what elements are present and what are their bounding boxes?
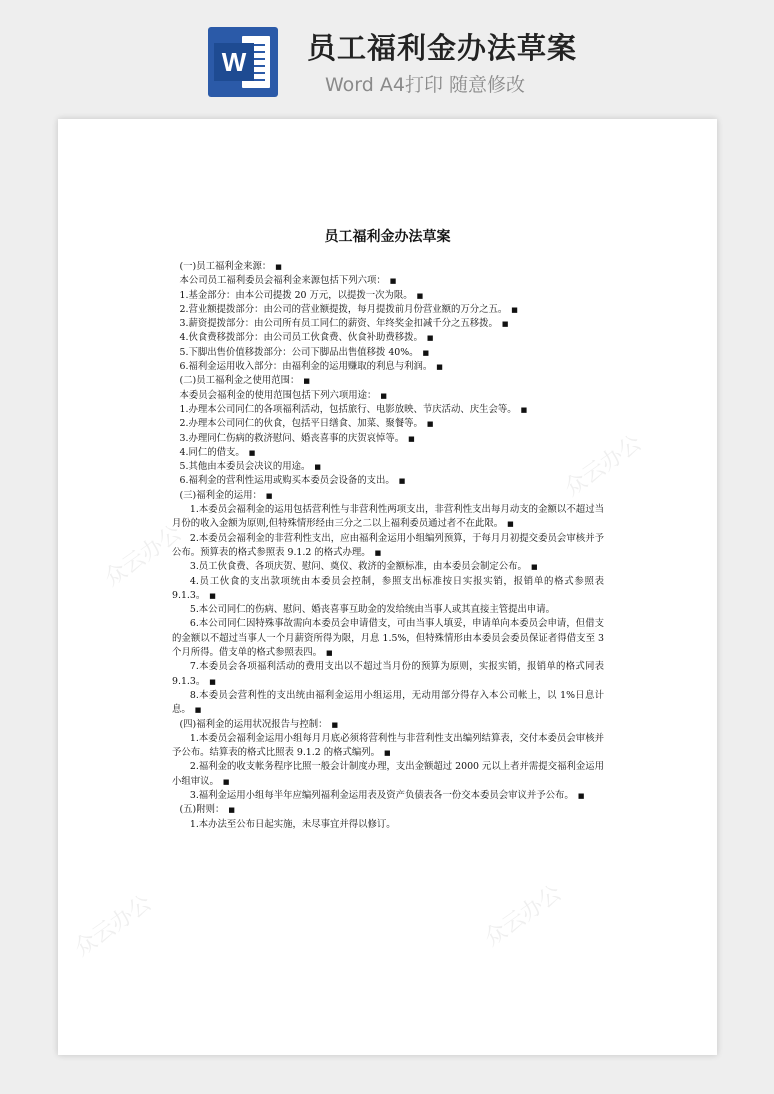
page-title: 员工福利金办法草案	[307, 31, 578, 65]
paragraph-text: 1.本办法至公布日起实施，未尽事宜并得以修订。	[189, 818, 396, 830]
document-page	[58, 119, 717, 1055]
paragraph	[172, 789, 604, 803]
paragraph	[172, 460, 604, 474]
paragraph-text: 6.福利金运用收入部分：由福利金的运用赚取的利息与利润。	[179, 361, 433, 373]
paragraph	[172, 417, 604, 431]
paragraph-mark-icon: ■	[501, 320, 509, 329]
section-heading	[172, 803, 604, 817]
paragraph-text: 1.本委员会福利金的运用包括营利性与非营利性两项支出，非营利性支出每月动支的金额以不超过当月份的收入金额为原则,但特殊情形经由三分之二以上福利委员通过者不在此限。	[172, 504, 604, 530]
paragraph-text: 4.员工伙食的支出款项统由本委员会控制，参照支出标准按日实报实销，报销单的格式参照表 9.1.3。	[172, 575, 604, 601]
paragraph-text: 1.本委员会福利金运用小组每月月底必须将营利性与非营利性支出编列结算表，交付本委员会审核并予公布。结算表的格式比照表 9.1.2 的格式编列。	[172, 732, 604, 759]
paragraph-mark-icon: ■	[507, 520, 514, 529]
paragraph-text: 6.福利金的营利性运用或购买本委员会设备的支出。	[179, 475, 395, 487]
paragraph-mark-icon: ■	[408, 434, 415, 443]
paragraph-text: 1.办理本公司同仁的各项福利活动，包括旅行、电影放映、节庆活动、庆生会等。	[179, 403, 517, 415]
paragraph	[172, 317, 604, 331]
paragraph-mark-icon: ■	[383, 749, 391, 758]
paragraph-mark-icon: ■	[314, 463, 321, 472]
word-icon	[208, 27, 278, 97]
paragraph-text: (一)员工福利金来源：	[179, 261, 272, 272]
paragraph	[172, 360, 604, 374]
paragraph	[172, 289, 604, 303]
paragraph-mark-icon: ■	[209, 677, 216, 686]
paragraph-text: 2.福利金的收支帐务程序比照一般会计制度办理，支出金额超过 2000 元以上者并需提交福利金运用小组审议。	[172, 761, 604, 787]
paragraph-text: (三)福利金的运用：	[179, 489, 262, 501]
paragraph-mark-icon: ■	[275, 263, 282, 271]
paragraph	[172, 732, 604, 761]
page-subtitle: Word A4打印 随意修改	[325, 74, 526, 96]
paragraph-text: 4.伙食费移拨部分：由公司员工伙食费、伙食补助费移拨。	[179, 332, 423, 344]
section-heading	[172, 374, 604, 388]
paragraph-text: 3.福利金运用小组每半年应编列福利金运用表及资产负债表各一份交本委员会审议并予公布。	[189, 789, 574, 801]
paragraph-mark-icon: ■	[422, 348, 430, 357]
paragraph-mark-icon: ■	[436, 363, 443, 372]
paragraph-text: 5.本公司同仁的伤病、慰问、婚丧喜事互助金的发给统由当事人或其直接主管提出申请。	[189, 604, 556, 616]
paragraph-mark-icon: ■	[416, 291, 424, 300]
watermark: 众云办公	[559, 430, 647, 502]
paragraph	[172, 603, 604, 617]
paragraph-text: (四)福利金的运用状况报告与控制：	[179, 718, 328, 730]
paragraph-text: 3.办理同仁伤病的救济慰问、婚丧喜事的庆贺哀悼等。	[179, 432, 405, 444]
paragraph	[172, 532, 604, 561]
paragraph-text: 4.同仁的借支。	[179, 446, 245, 458]
watermark: 众云办公	[69, 890, 157, 962]
paragraph-mark-icon: ■	[530, 563, 538, 572]
paragraph-mark-icon: ■	[303, 377, 310, 386]
paragraph	[172, 446, 604, 460]
paragraph-text: 1.基金部分：由本公司提拨 20 万元，以提拨一次为限。	[179, 289, 413, 301]
paragraph-text: 5.下脚出售价值移拨部分：公司下脚品出售值移拨 40%。	[179, 346, 419, 358]
paragraph	[172, 474, 604, 488]
paragraph	[172, 503, 604, 532]
paragraph-text: 3.薪资提拨部分：由公司所有员工同仁的薪资、年终奖金扣减千分之五移拨。	[179, 318, 498, 330]
paragraph-mark-icon: ■	[248, 448, 256, 457]
paragraph-text: 2.本委员会福利金的非营利性支出，应由福利金运用小组编列预算，于每月月初提交委员会审核并予公布。预算表的格式参照表 9.1.2 的格式办理。	[172, 532, 604, 558]
paragraph	[172, 560, 604, 574]
paragraph-text: 2.办理本公司同仁的伙食，包括平日缮食、加菜、聚餐等。	[179, 418, 423, 430]
paragraph-text: 5.其他由本委员会决议的用途。	[179, 461, 311, 473]
paragraph	[172, 660, 604, 689]
paragraph-text: 本公司员工福利委员会福利金来源包括下列六项：	[179, 275, 386, 287]
paragraph	[172, 274, 604, 288]
paragraph-mark-icon: ■	[194, 706, 202, 715]
paragraph-mark-icon: ■	[228, 806, 235, 815]
paragraph	[172, 403, 604, 417]
paragraph-mark-icon: ■	[209, 591, 216, 600]
page-header	[0, 0, 774, 118]
paragraph-mark-icon: ■	[374, 548, 382, 557]
paragraph	[172, 303, 604, 317]
section-heading	[172, 260, 604, 274]
section-heading	[172, 489, 604, 503]
watermark: 众云办公	[99, 520, 187, 592]
paragraph-mark-icon: ■	[265, 491, 273, 500]
paragraph	[172, 760, 604, 789]
document-title: 员工福利金办法草案	[324, 229, 451, 245]
paragraph	[172, 818, 604, 832]
paragraph	[172, 389, 604, 403]
paragraph	[172, 575, 604, 604]
paragraph-mark-icon: ■	[426, 334, 434, 343]
word-icon-letter: W	[214, 43, 254, 81]
paragraph-mark-icon: ■	[398, 477, 406, 486]
paragraph-text: 8.本委员会营利性的支出统由福利金运用小组运用，无动用部分得存入本公司帐上，以 1%日息计息。	[172, 689, 604, 716]
paragraph	[172, 617, 604, 660]
paragraph	[172, 346, 604, 360]
paragraph-mark-icon: ■	[222, 777, 230, 786]
document-body	[172, 260, 604, 832]
section-heading	[172, 718, 604, 732]
paragraph-text: (五)附则：	[179, 804, 225, 816]
paragraph-mark-icon: ■	[331, 720, 339, 729]
paragraph-text: 7.本委员会各项福利活动的费用支出以不超过当月份的预算为原则，实报实销，报销单的格式同表 9.1.3。	[172, 661, 604, 687]
paragraph-mark-icon: ■	[577, 791, 585, 800]
paragraph	[172, 432, 604, 446]
paragraph	[172, 689, 604, 718]
paragraph-mark-icon: ■	[380, 391, 388, 400]
paragraph-mark-icon: ■	[426, 420, 434, 429]
paragraph-text: 本委员会福利金的使用范围包括下列六项用途：	[179, 389, 377, 401]
paragraph-text: (二)员工福利金之使用范围：	[179, 375, 300, 387]
paragraph-mark-icon: ■	[389, 277, 397, 286]
paragraph-mark-icon: ■	[326, 649, 333, 658]
paragraph-text: 3.员工伙食费、各项庆贺、慰问、奠仪、救济的金额标准，由本委员会制定公布。	[189, 561, 527, 573]
watermark: 众云办公	[479, 880, 567, 952]
paragraph-mark-icon: ■	[520, 405, 528, 414]
paragraph-text: 6.本公司同仁因特殊事故需向本委员会申请借支，可由当事人填妥，申请单向本委员会申请，但借支的金额以不超过当事人一个月薪资所得为限，月息 1.5%，但特殊情形由本委员会委员保证者得借支至 3 个月所得。借支单的格式参照表四。	[172, 618, 604, 659]
paragraph-text: 2.营业额提拨部分：由公司的营业额提拨，每月提拨前月份营业额的万分之五。	[179, 303, 508, 315]
paragraph-mark-icon: ■	[511, 305, 518, 314]
paragraph	[172, 331, 604, 345]
